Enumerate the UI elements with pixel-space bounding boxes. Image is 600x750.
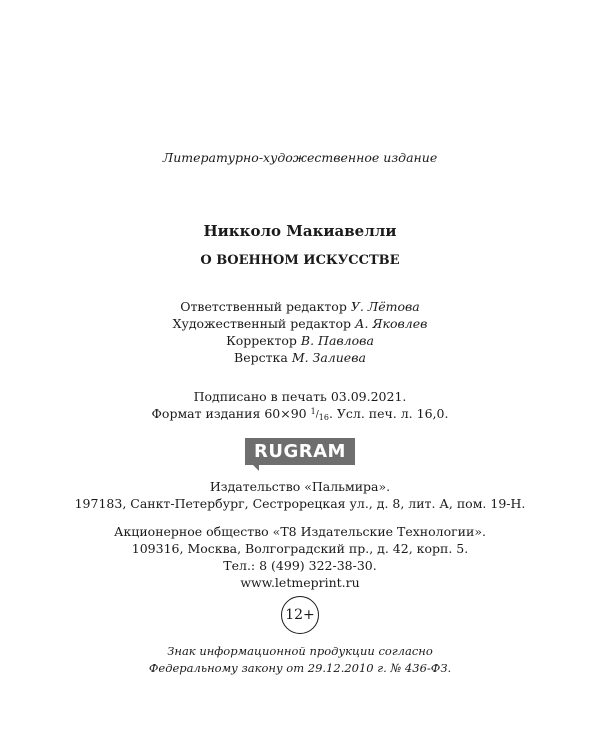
signed-to-print: Подписано в печать 03.09.2021. [193,389,407,404]
format-suffix: . Усл. печ. л. 16,0. [328,406,449,421]
format-fraction-denominator: 16 [318,413,329,422]
logo-wrap [0,438,600,465]
age-rating-badge: 12+ [281,596,319,634]
credit-role: Художественный редактор [172,316,352,331]
format-fraction: $^1/_{16}$ [310,407,329,422]
credit-line [0,349,600,366]
credits-block [0,298,600,366]
credit-person: У. Лётова [350,299,420,314]
print-info-block [0,388,600,422]
law-note [0,643,600,677]
law-note-line2: Федеральному закону от 29.12.2010 г. № 436-ФЗ. [148,661,452,675]
printer-block [0,523,600,591]
credit-role: Корректор [226,333,297,348]
credit-line [0,298,600,315]
credit-person: М. Залиева [291,350,366,365]
credit-line [0,332,600,349]
credit-person: А. Яковлев [355,316,428,331]
format-fraction-numerator: 1 [310,407,316,416]
format-prefix: Формат издания 60×90 [151,406,307,421]
format-line [0,405,600,422]
credit-person: В. Павлова [300,333,374,348]
credit-line [0,315,600,332]
publisher-name: Издательство «Пальмира». [209,479,391,494]
printer-phone: Тел.: 8 (499) 322-38-30. [223,558,377,573]
genre-label: Литературно-художественное издание [162,150,438,165]
rugram-logo: RUGRAM [245,438,355,465]
credit-role: Верстка [234,350,288,365]
printer-website[interactable]: www.letmeprint.ru [240,575,360,590]
credit-role: Ответственный редактор [180,299,347,314]
publisher-address: 197183, Санкт-Петербург, Сестрорецкая ул., д. 8, лит. А, пом. 19-Н. [74,496,526,511]
author-name: Никколо Макиавелли [203,222,397,240]
book-title: О ВОЕННОМ ИСКУССТВЕ [200,253,400,268]
printer-address: 109316, Москва, Волгоградский пр., д. 42, корп. 5. [131,541,469,556]
printer-name: Акционерное общество «Т8 Издательские Технологии». [114,524,486,539]
law-note-line1: Знак информационной продукции согласно [167,644,433,658]
age-rating-wrap [0,596,600,634]
publisher-block [0,478,600,512]
